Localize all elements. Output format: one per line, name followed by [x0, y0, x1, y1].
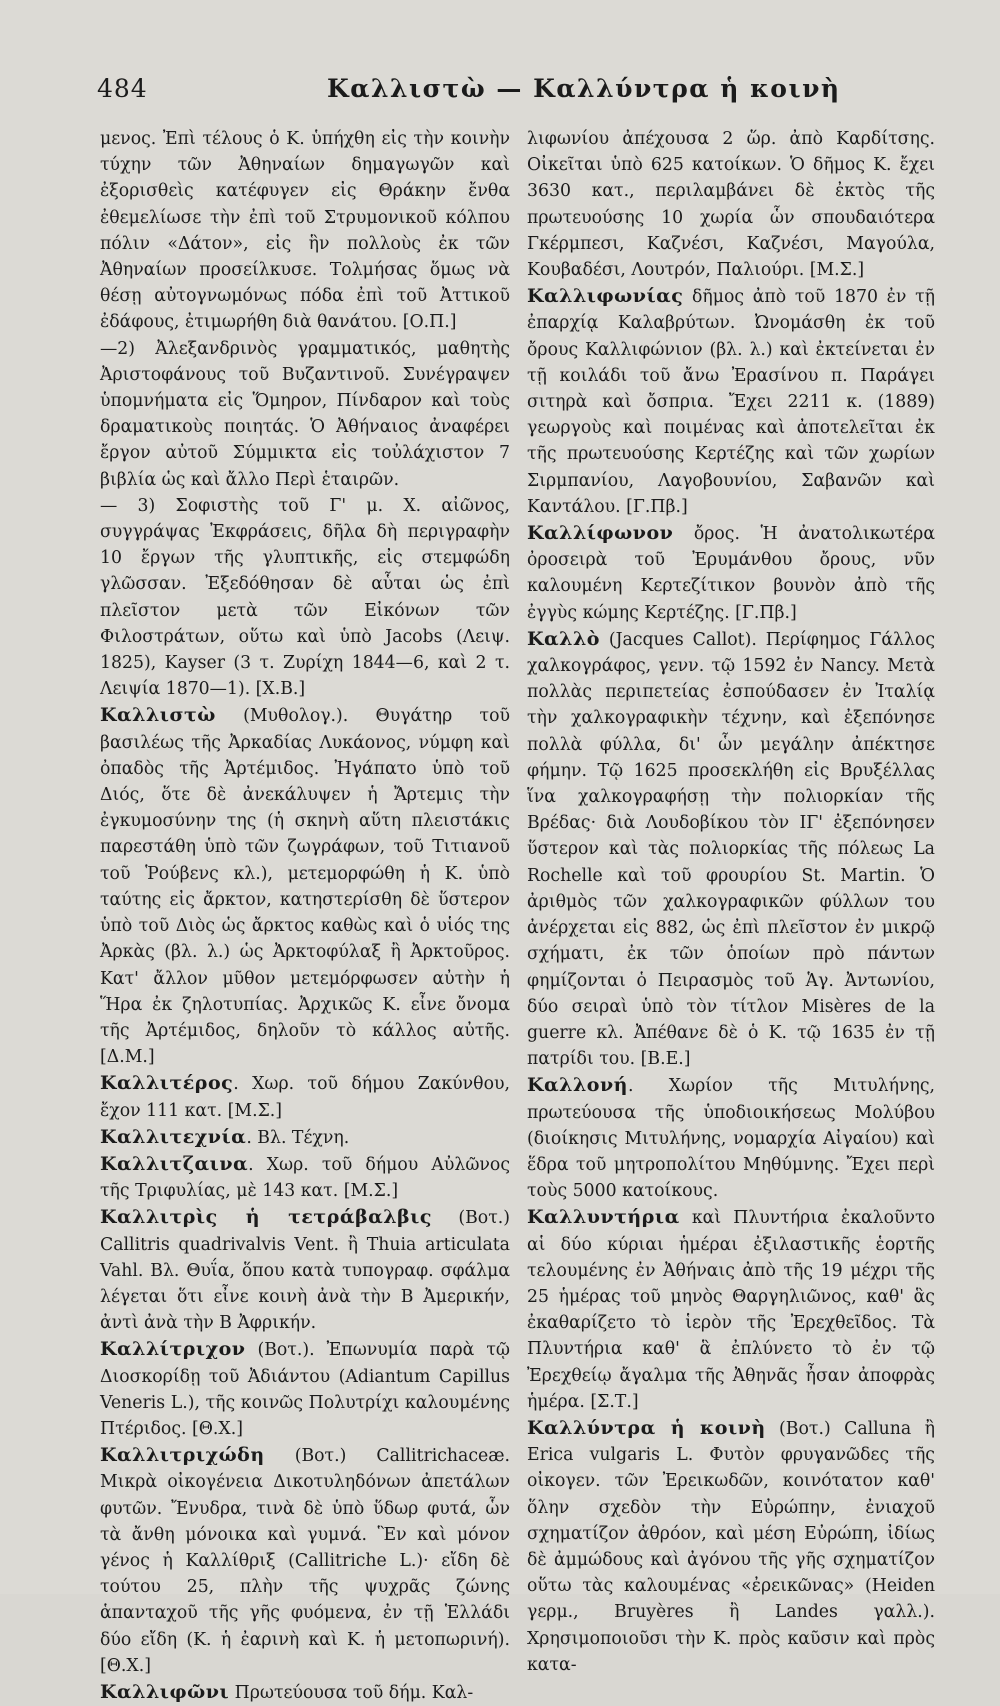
dictionary-entry: [100, 1204, 510, 1336]
dictionary-entry: [100, 702, 510, 1070]
entry-text: λιφωνίου ἀπέχουσα 2 ὥρ. ἀπὸ Καρδίτσης. Οἰκεῖται ὑπὸ 625 κατοίκων. Ὁ δῆμος Κ. ἔχει 3630 κατ., περιλαμβάνει δὲ ἐκτὸς τῆς πρωτευούσης 10 χωρία ὧν σπουδαιότερα Γκέρμπεσι, Καζνέσι, Καζνέσι, Μαγούλα, Κουβαδέσι, Λουτρόν, Παλιούρι. [Μ.Σ.]: [527, 129, 935, 281]
entry-headword: Καλλιτέρος: [100, 1072, 234, 1095]
entry-headword: Καλλιφωνίας: [527, 285, 684, 308]
dictionary-entry: [527, 520, 935, 626]
entry-text: Πρωτεύουσα τοῦ δήμ. Καλ-: [229, 1682, 474, 1703]
entry-text: μενος. Ἐπὶ τέλους ὁ Κ. ὑπήχθη εἰς τὴν κοινὴν τύχην τῶν Ἀθηναίων δημαγωγῶν καὶ ἐξορισθεὶς κατέφυγεν εἰς Θράκην ἔνθα ἐθεμελίωσε τὴν ἐπὶ τοῦ Στρυμονικοῦ κόλπου πόλιν «Δάτον», εἰς ἣν πολλοὺς ἐκ τῶν Ἀθηναίων προσείλκυσε. Τολμήσας ὅμως νὰ θέσῃ αὐτογνωμόνως πόδα ἐπὶ τοῦ Ἀττικοῦ ἐδάφους, ἐτιμωρήθη διὰ θανάτου. [Ο.Π.]: [100, 129, 510, 333]
entry-text: δῆμος ἀπὸ τοῦ 1870 ἐν τῇ ἐπαρχίᾳ Καλαβρύτων. Ὠνομάσθη ἐκ τοῦ ὄρους Καλλιφώνιον (βλ. λ.) καὶ ἐκτείνεται ἐν τῇ κοιλάδι τοῦ ἄνω Ἐρασίνου π. Παράγει σιτηρὰ καὶ ὄσπρια. Ἔχει 2211 κ. (1889) γεωργοὺς καὶ ποιμένας καὶ ἀποτελεῖται ἐκ τῆς πρωτευούσης Κερτέζης καὶ τῶν χωρίων Σιρμπανίου, Λαγοβουνίου, Σαβανῶν καὶ Καντάλου. [Γ.Πβ.]: [527, 287, 935, 517]
running-head: Καλλιστὼ — Καλλύντρα ἡ κοινὴ: [327, 74, 841, 103]
dictionary-entry: [527, 1415, 935, 1678]
entry-headword: Καλλὸ: [527, 627, 600, 650]
dictionary-entry: [100, 493, 510, 703]
entry-headword: Καλλίφωνον: [527, 522, 674, 545]
dictionary-entry: [100, 1124, 510, 1151]
entry-headword: Καλλύντρα ἡ κοινὴ: [527, 1416, 766, 1439]
dictionary-entry: [100, 1070, 510, 1123]
page-number: 484: [97, 74, 148, 103]
entry-headword: Καλλιφῶνι: [100, 1680, 230, 1703]
dictionary-entry: [527, 126, 935, 283]
entry-text: — 3) Σοφιστὴς τοῦ Γ' μ. Χ. αἰῶνος, συγγράψας Ἐκφράσεις, δῆλα δὴ περιγραφὴν 10 ἔργων τῆς γλυπτικῆς, εἰς στεμφώδη γλῶσσαν. Ἐξεδόθησαν δὲ αὗται ὡς ἐπὶ πλεῖστον μετὰ τῶν Εἰκόνων τῶν Φιλοστράτων, οὕτω καὶ ὑπὸ Jacobs (Λειψ. 1825), Kayser (3 τ. Ζυρίχη 1844—6, καὶ 2 τ. Λειψία 1870—1). [Χ.Β.]: [100, 495, 510, 700]
entry-text: . Βλ. Τέχνη.: [246, 1127, 350, 1148]
entry-text: (Βοτ.) Callitrichaceæ. Μικρὰ οἰκογένεια Δικοτυληδόνων ἀπετάλων φυτῶν. Ἔνυδρα, τινὰ δὲ ὑπὸ ὕδωρ φυτά, ὧν τὰ ἄνθη μόνοικα καὶ γυμνά. Ἓν καὶ μόνον γένος ἡ Καλλίθριξ (Callitriche L.)· εἴδη δὲ τούτου 25, πλὴν τῆς ψυχρᾶς ζώνης ἁπανταχοῦ τῆς γῆς φυόμενα, ἐν τῇ Ἑλλάδι δύο εἴδη (Κ. ἡ ἐαρινὴ καὶ Κ. ἡ μετοπωρινή). [Θ.Χ.]: [100, 1446, 510, 1676]
entry-text: ὄρος. Ἡ ἀνατολικωτέρα ὀροσειρὰ τοῦ Ἐρυμάνθου ὄρους, νῦν καλουμένη Κερτεζίτικον βουνὸν ἀπὸ τῆς ἐγγὺς κώμης Κερτέζης. [Γ.Πβ.]: [527, 524, 935, 623]
entry-headword: Καλλιστὼ: [100, 704, 216, 727]
entry-headword: Καλλιτριχώδη: [100, 1444, 265, 1467]
entry-text: (Μυθολογ.). Θυγάτηρ τοῦ βασιλέως τῆς Ἀρκαδίας Λυκάονος, νύμφη καὶ ὀπαδὸς τῆς Ἀρτέμιδος. Ἠγάπατο ὑπὸ τοῦ Διός, ὅτε δὲ ἀνεκάλυψεν ἡ Ἄρτεμις τὴν ἐγκυμοσύνην της (ἡ σκηνὴ αὕτη πλειστάκις παρεστάθη ὑπὸ τῶν ζωγράφων, τοῦ Τιτιανοῦ τοῦ Ῥούβενς κλ.), μετεμορφώθη ἡ Κ. ὑπὸ ταύτης εἰς ἄρκτον, κατηστερίσθη δὲ ὕστερον ὑπὸ τοῦ Διὸς ὡς ἄρκτος καθὼς καὶ ὁ υἱός της Ἀρκὰς (βλ. λ.) ὡς Ἀρκτοφύλαξ ἢ Ἀρκτοῦρος. Κατ' ἄλλον μῦθον μετεμόρφωσεν αὐτὴν ἡ Ἥρα ἐκ ζηλοτυπίας. Ἀρχικῶς Κ. εἶνε ὄνομα τῆς Ἀρτέμιδος, δηλοῦν τὸ κάλλος αὐτῆς. [Δ.Μ.]: [100, 706, 510, 1068]
entry-headword: Καλλίτριχον: [100, 1338, 246, 1361]
entry-headword: Καλλονή: [527, 1074, 628, 1097]
dictionary-entry: [100, 1442, 510, 1679]
left-column: [100, 126, 510, 1706]
right-column: [527, 126, 935, 1678]
dictionary-entry: [527, 1204, 935, 1415]
dictionary-entry: [100, 336, 510, 493]
dictionary-entry: [100, 1679, 510, 1706]
entry-text: —2) Ἀλεξανδρινὸς γραμματικός, μαθητὴς Ἀριστοφάνους τοῦ Βυζαντινοῦ. Συνέγραψεν ὑπομνήματα εἰς Ὅμηρον, Πίνδαρον καὶ τοὺς δραματικοὺς ποιητάς. Ὁ Ἀθήναιος ἀναφέρει ἔργον αὐτοῦ Σύμμικτα εἰς τοὐλάχιστον 7 βιβλία ὡς καὶ ἄλλο Περὶ ἑταιρῶν.: [100, 338, 510, 490]
entry-text: . Χωρ. τοῦ δήμου Ζακύνθου, ἔχον 111 κατ. [Μ.Σ.]: [100, 1074, 510, 1121]
entry-text: (Βοτ.) Calluna ἢ Erica vulgaris L. Φυτὸν φρυγανῶδες τῆς οἰκογεν. τῶν Ἐρεικωδῶν, κοινότατον καθ' ὅλην σχεδὸν τὴν Εὐρώπην, ἐνιαχοῦ σχηματίζον ἀθρόον, καὶ μέση Εὐρώπη, ἰδίως δὲ ἀμμώδους καὶ ἀγόνου τῆς γῆς σχηματίζον οὕτω τὰς καλουμένας «ἐρεικῶνας» (Heiden γερμ., Bruyères ἢ Landes γαλλ.). Χρησιμοποιοῦσι τὴν Κ. πρὸς καῦσιν καὶ πρὸς κατα-: [527, 1418, 935, 1675]
entry-text: . Χωρ. τοῦ δήμου Αὐλῶνος τῆς Τριφυλίας, μὲ 143 κατ. [Μ.Σ.]: [100, 1154, 510, 1202]
entry-headword: Καλλιτρὶς ἡ τετράβαλβις: [100, 1206, 432, 1229]
dictionary-entry: [100, 1151, 510, 1204]
entry-headword: Καλλυντήρια: [527, 1206, 680, 1229]
entry-headword: Καλλιτζαινα: [100, 1152, 249, 1175]
entry-headword: Καλλιτεχνία: [100, 1125, 247, 1148]
dictionary-entry: [527, 626, 935, 1072]
page-header: [97, 74, 927, 114]
dictionary-entry: [527, 1072, 935, 1204]
dictionary-entry: [100, 126, 510, 336]
entry-text: (Βοτ.). Ἐπωνυμία παρὰ τῷ Διοσκορίδῃ τοῦ Ἀδιάντου (Adiantum Capillus Veneris L.), τῆς κοινῶς Πολυτρίχι καλουμένης Πτέριδος. [Θ.Χ.]: [100, 1340, 510, 1439]
entry-text: καὶ Πλυντήρια ἐκαλοῦντο αἱ δύο κύριαι ἡμέραι ἐξιλαστικῆς ἑορτῆς τελουμένης ἐν Ἀθήναις ἀπὸ τῆς 19 μέχρι τῆς 25 ἡμέρας τοῦ μηνὸς Θαργηλιῶνος, καθ' ἃς ἐκαθαρίζετο τὸ ἱερὸν τῆς Ἐρεχθεῖδος. Τὰ Πλυντήρια καθ' ἃ ἐπλύνετο τὸ ἐν τῷ Ἐρεχθείῳ ἄγαλμα τῆς Ἀθηνᾶς ἦσαν ἀποφρὰς ἡμέρα. [Σ.Τ.]: [527, 1208, 935, 1412]
entry-text: . Χωρίον τῆς Μιτυλήνης, πρωτεύουσα τῆς ὑποδιοικήσεως Μολύβου (διοίκησις Μιτυλήνης, νομαρχία Αἰγαίου) καὶ ἕδρα τοῦ μητροπολίτου Μηθύμνης. Ἔχει περὶ τοὺς 5000 κατοίκους.: [527, 1076, 935, 1202]
dictionary-entry: [100, 1336, 510, 1442]
entry-text: (Jacques Callot). Περίφημος Γάλλος χαλκογράφος, γενν. τῷ 1592 ἐν Nancy. Μετὰ πολλὰς περιπετείας ἐσπούδασεν ἐν Ἰταλίᾳ τὴν χαλκογραφικὴν τέχνην, καὶ ἐξεπόνησε πολλὰ φύλλα, δι' ὧν μεγάλην ἀπέκτησε φήμην. Τῷ 1625 προσεκλήθη εἰς Βρυξέλλας ἵνα χαλκογραφήσῃ τὴν πολιορκίαν τῆς Βρέδας· διὰ Λουδοβίκου τὸν ΙΓ' ἐξεπόνησεν ὕστερον καὶ τὰς πολιορκίας τῆς πόλεως La Rochelle καὶ τοῦ φρουρίου St. Martin. Ὁ ἀριθμὸς τῶν χαλκογραφικῶν φύλλων του ἀνέρχεται εἰς 882, ὡς ἐπὶ πλεῖστον ἐν μικρῷ σχήματι, ἐκ τῶν ὁποίων πρὸ πάντων φημίζονται ὁ Πειρασμὸς τοῦ Ἁγ. Ἀντωνίου, δύο σειραὶ ὑπὸ τὸν τίτλον Misères de la guerre κλ. Ἀπέθανε δὲ ὁ Κ. τῷ 1635 ἐν τῇ πατρίδι του. [Β.Ε.]: [527, 629, 935, 1070]
dictionary-entry: [527, 283, 935, 520]
entry-text: (Βοτ.) Callitris quadrivalvis Vent. ἢ Thuia articulata Vahl. Βλ. Θυΐα, ὅπου κατὰ τυπογραφ. σφάλμα λέγεται ὅτι εἶνε κοινὴ ἀνὰ τὴν Β Ἀμερικήν, ἀντὶ ἀνὰ τὴν Β Ἀφρικήν.: [100, 1208, 511, 1334]
